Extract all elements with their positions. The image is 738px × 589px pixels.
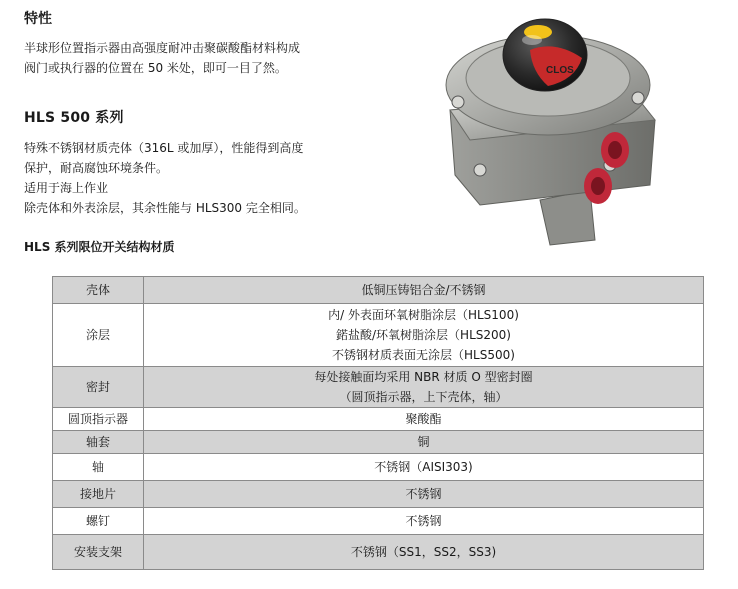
material-value xyxy=(144,304,704,367)
table-heading: HLS 系列限位开关结构材质 xyxy=(24,240,175,254)
features-line: 阀门或执行器的位置在 50 米处，即可一目了然。 xyxy=(24,61,287,75)
table-row xyxy=(53,277,704,304)
material-value-line: 不锈钢 xyxy=(405,487,442,501)
material-value xyxy=(144,367,704,408)
features-heading: 特性 xyxy=(24,11,52,27)
material-value xyxy=(144,431,704,454)
series500-paragraph xyxy=(24,138,306,218)
material-key: 轴套 xyxy=(53,431,144,454)
material-value-line: 不锈钢材质表面无涂层（HLS500) xyxy=(332,348,515,362)
series500-line: 除壳体和外表涂层，其余性能与 HLS300 完全相同。 xyxy=(24,201,306,215)
material-key: 轴 xyxy=(53,454,144,481)
material-value-line: （圆顶指示器，上下壳体，轴） xyxy=(339,390,508,404)
material-key: 圆顶指示器 xyxy=(53,408,144,431)
material-value xyxy=(144,408,704,431)
material-key: 接地片 xyxy=(53,481,144,508)
material-value-line: 每处接触面均采用 NBR 材质 O 型密封圈 xyxy=(314,370,533,384)
material-value xyxy=(144,277,704,304)
series500-line: 特殊不锈钢材质壳体（316L 或加厚），性能得到高度 xyxy=(24,141,304,155)
material-value-line: 鍩盐酸/环氧树脂涂层（HLS200) xyxy=(336,328,511,342)
dome-label: CLOS xyxy=(546,65,574,76)
material-value xyxy=(144,454,704,481)
material-value-line: 不锈钢（AISI303) xyxy=(374,460,473,474)
series500-line: 适用于海上作业 xyxy=(24,181,109,195)
table-row xyxy=(53,535,704,570)
material-value-line: 内/ 外表面环氧树脂涂层（HLS100) xyxy=(328,308,519,322)
material-value-line: 低铜压铸铝合金/不锈钢 xyxy=(361,283,486,297)
material-value-line: 不锈钢 xyxy=(405,514,442,528)
table-row xyxy=(53,508,704,535)
material-value-line: 铜 xyxy=(417,435,430,449)
material-key: 螺钉 xyxy=(53,508,144,535)
features-paragraph xyxy=(24,38,300,78)
material-value xyxy=(144,481,704,508)
material-key: 涂层 xyxy=(53,304,144,367)
materials-table xyxy=(52,276,704,570)
material-key: 壳体 xyxy=(53,277,144,304)
material-value xyxy=(144,535,704,570)
material-value-line: 不锈钢（SS1，SS2，SS3) xyxy=(350,545,497,559)
table-row xyxy=(53,367,704,408)
series500-line: 保护，耐高腐蚀环境条件。 xyxy=(24,161,169,175)
series500-heading: HLS 500 系列 xyxy=(24,110,124,126)
material-key: 密封 xyxy=(53,367,144,408)
material-value-line: 聚酸酯 xyxy=(405,412,442,426)
limit-switch-box-image xyxy=(420,0,670,250)
features-line: 半球形位置指示器由高强度耐冲击聚碳酸酯材料构成 xyxy=(24,41,301,55)
material-key: 安装支架 xyxy=(53,535,144,570)
table-row xyxy=(53,304,704,367)
material-value xyxy=(144,508,704,535)
table-row xyxy=(53,431,704,454)
table-row xyxy=(53,454,704,481)
table-row xyxy=(53,408,704,431)
table-row xyxy=(53,481,704,508)
